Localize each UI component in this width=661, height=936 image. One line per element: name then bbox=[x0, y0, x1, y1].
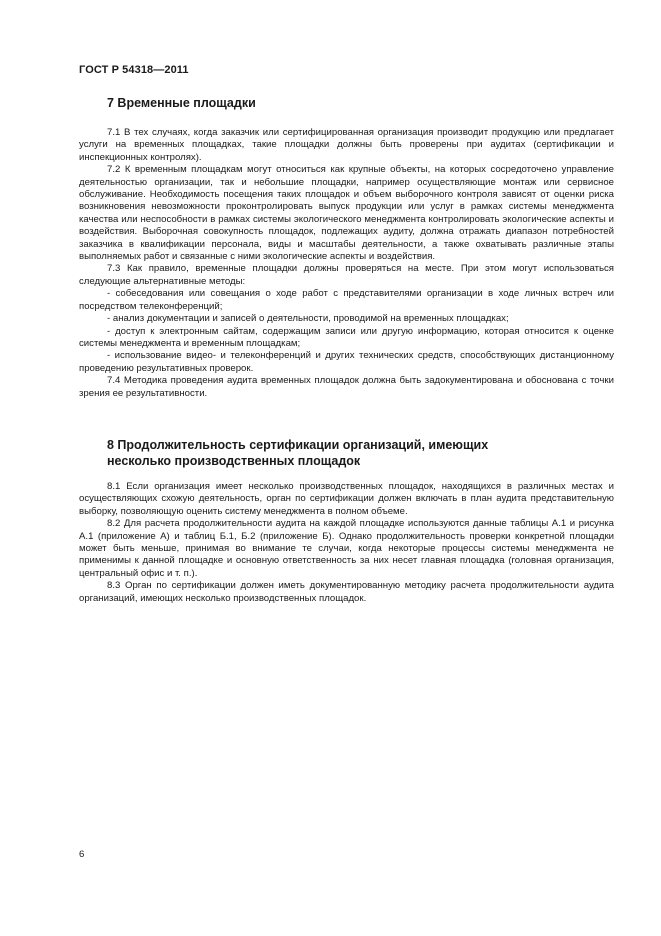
section-8-body bbox=[79, 481, 614, 605]
section-8-title-line-1: 8 Продолжительность сертификации организаций, имеющих bbox=[107, 438, 489, 452]
section-7-body bbox=[79, 127, 614, 400]
page-number: 6 bbox=[79, 849, 85, 860]
paragraph-8-2: 8.2 Для расчета продолжительности аудита на каждой площадке используются данные таблицы А.1 и рисунка А.1 (приложение А) и таблиц Б.1, Б.2 (приложение Б). Однако продолжительность проверки конкретной площадки может быть меньше, принимая во внимание те случаи, когда некоторые процессы системы менеджмента не применимы к данной площадке и основную ответственность за них несет главная площадка (головная организация, центральный офис и т. п.). bbox=[79, 518, 614, 579]
section-8-title bbox=[107, 437, 488, 469]
list-item-video-conferences: - использование видео- и телеконференций и других технических средств, способствующих дистанционному проведению результативных проверок. bbox=[79, 350, 614, 374]
document-header: ГОСТ Р 54318—2011 bbox=[79, 64, 189, 76]
section-7-title: 7 Временные площадки bbox=[107, 96, 256, 110]
paragraph-7-2: 7.2 К временным площадкам могут относиться как крупные объекты, на которых сосредоточено управление деятельностью организации, так и небольшие площадки, например осуществляющие монтаж или сервисное обслуживание. Необходимость посещения таких площадок и объем выборочного контроля зависят от оценки риска возникновения невозможности проконтролировать выпуск продукции или услуг в рамках системы менеджмента качества или неспособности в рамках системы экологического менеджмента контролировать экологические аспекты и воздействия. Выборочная совокупность площадок, подлежащих аудиту, должна отражать диапазон потребностей заказчика в квалификации персонала, виды и масштабы деятельности, а также охватывать различные этапы выполняемых работ и связанные с ними экологические аспекты и воздействия. bbox=[79, 164, 614, 263]
list-item-electronic-access: - доступ к электронным сайтам, содержащим записи или другую информацию, которая относится к оценке системы менеджмента и временным площадкам; bbox=[79, 325, 614, 349]
list-item-document-review: - анализ документации и записей о деятельности, проводимой на временных площадках; bbox=[107, 313, 509, 325]
paragraph-8-3: 8.3 Орган по сертификации должен иметь документированную методику расчета продолжительности аудита организаций, имеющих несколько производственных площадок. bbox=[79, 580, 614, 604]
paragraph-7-4: 7.4 Методика проведения аудита временных площадок должна быть задокументирована и обоснована с точки зрения ее результативности. bbox=[79, 375, 614, 399]
list-item-interviews: - собеседования или совещания о ходе работ с представителями организации в ходе личных встреч или посредством телеконференций; bbox=[79, 288, 614, 312]
paragraph-8-1: 8.1 Если организация имеет несколько производственных площадок, находящихся в различных местах и осуществляющих схожую деятельность, орган по сертификации должен включать в план аудита представительную выборку, позволяющую оценить систему менеджмента в полном объеме. bbox=[79, 481, 614, 517]
paragraph-7-3: 7.3 Как правило, временные площадки должны проверяться на месте. При этом могут использоваться следующие альтернативные методы: bbox=[79, 263, 614, 287]
section-8-title-line-2: несколько производственных площадок bbox=[107, 454, 361, 468]
paragraph-7-1: 7.1 В тех случаях, когда заказчик или сертифицированная организация производит продукцию или предлагает услуги на временных площадках, такие площадки должны быть проверены при аудитах (сертификации и инспекционных контролях). bbox=[79, 127, 614, 163]
